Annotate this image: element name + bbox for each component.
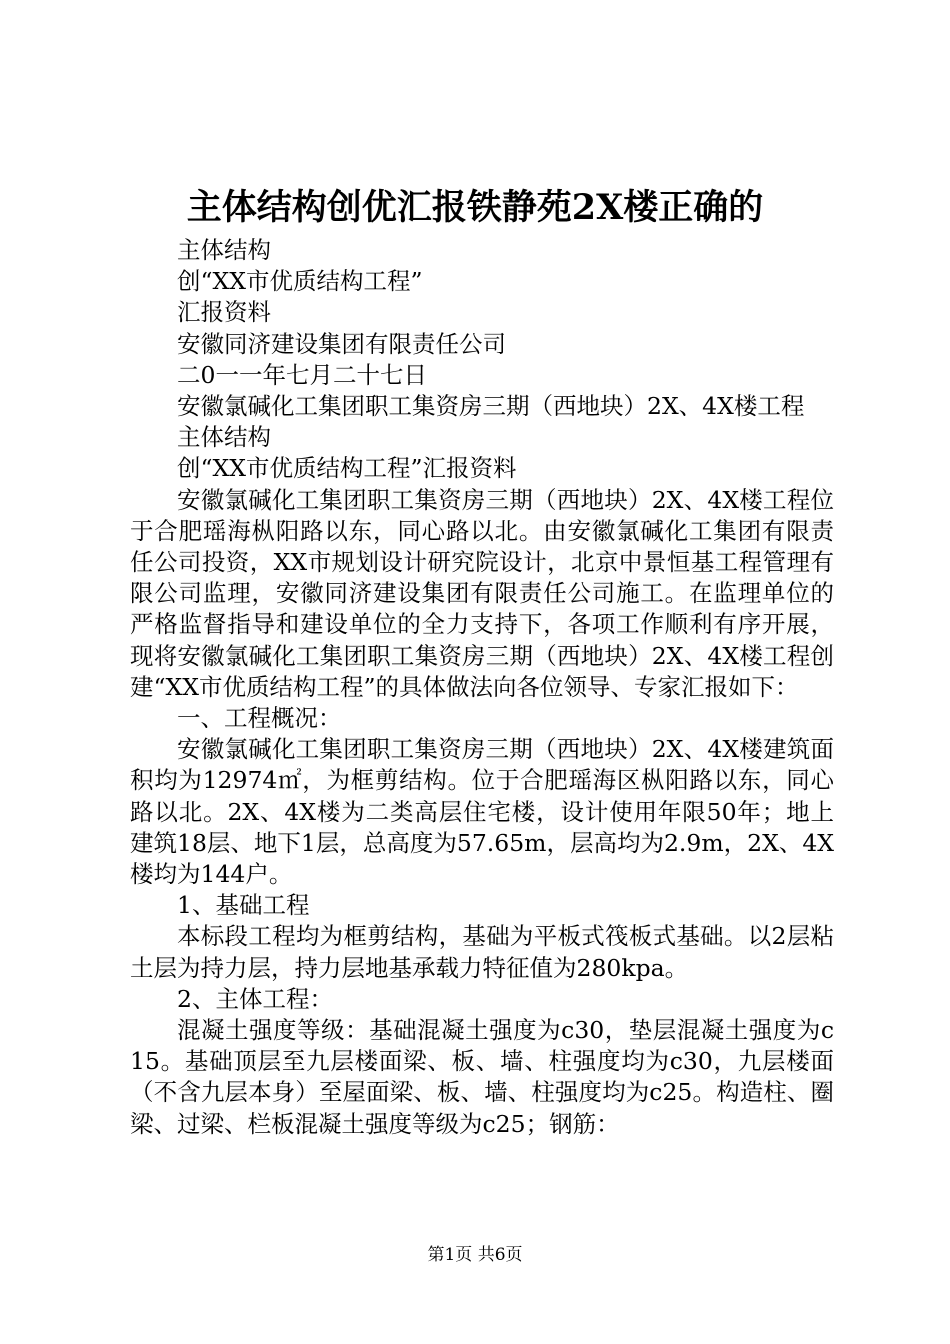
paragraph: 本标段工程均为框剪结构，基础为平板式筏板式基础。以2层粘土层为持力层，持力层地基承载力特征值为280kpa。 [130,922,834,982]
paragraph: 创“XX市优质结构工程” [177,267,423,296]
document-body [130,235,834,1140]
paragraph: 安徽氯碱化工集团职工集资房三期（西地块）2X、4X楼建筑面积均为12974㎡，为框剪结构。位于合肥瑶海区枞阳路以东，同心路以北。2X、4X楼为二类高层住宅楼，设计使用年限50年；地上建筑18层、地下1层，总高度为57.65m，层高均为2.9m，2X、4X楼均为144户。 [130,735,834,889]
paragraph: 汇报资料 [177,298,271,327]
paragraph: 主体结构 [177,423,271,452]
paragraph: 安徽同济建设集团有限责任公司 [177,329,506,358]
section-heading: 一、工程概况： [177,704,342,733]
paragraph: 混凝土强度等级：基础混凝土强度为c30，垫层混凝土强度为c15。基础顶层至九层楼面梁、板、墙、柱强度均为c30，九层楼面（不含九层本身）至屋面梁、板、墙、柱强度均为c25。构造柱、圈梁、过梁、栏板混凝土强度等级为c25；钢筋： [130,1016,834,1138]
subsection-heading: 2、主体工程： [177,984,333,1013]
paragraph: 安徽氯碱化工集团职工集资房三期（西地块）2X、4X楼工程 [177,392,805,421]
page-footer: 第1页 共6页 [427,1245,523,1265]
paragraph: 创“XX市优质结构工程”汇报资料 [177,454,517,483]
paragraph: 安徽氯碱化工集团职工集资房三期（西地块）2X、4X楼工程位于合肥瑶海枞阳路以东，同心路以北。由安徽氯碱化工集团有限责任公司投资，XX市规划设计研究院设计，北京中景恒基工程管理有限公司监理，安徽同济建设集团有限责任公司施工。在监理单位的严格监督指导和建设单位的全力支持下，各项工作顺利有序开展，现将安徽氯碱化工集团职工集资房三期（西地块）2X、4X楼工程创建“XX市优质结构工程”的具体做法向各位领导、专家汇报如下： [130,485,834,701]
paragraph: 二0一一年七月二十七日 [177,360,427,389]
document-title: 主体结构创优汇报铁静苑2X楼正确的 [186,187,764,228]
subsection-heading: 1、基础工程 [177,891,310,920]
paragraph: 主体结构 [177,236,271,264]
